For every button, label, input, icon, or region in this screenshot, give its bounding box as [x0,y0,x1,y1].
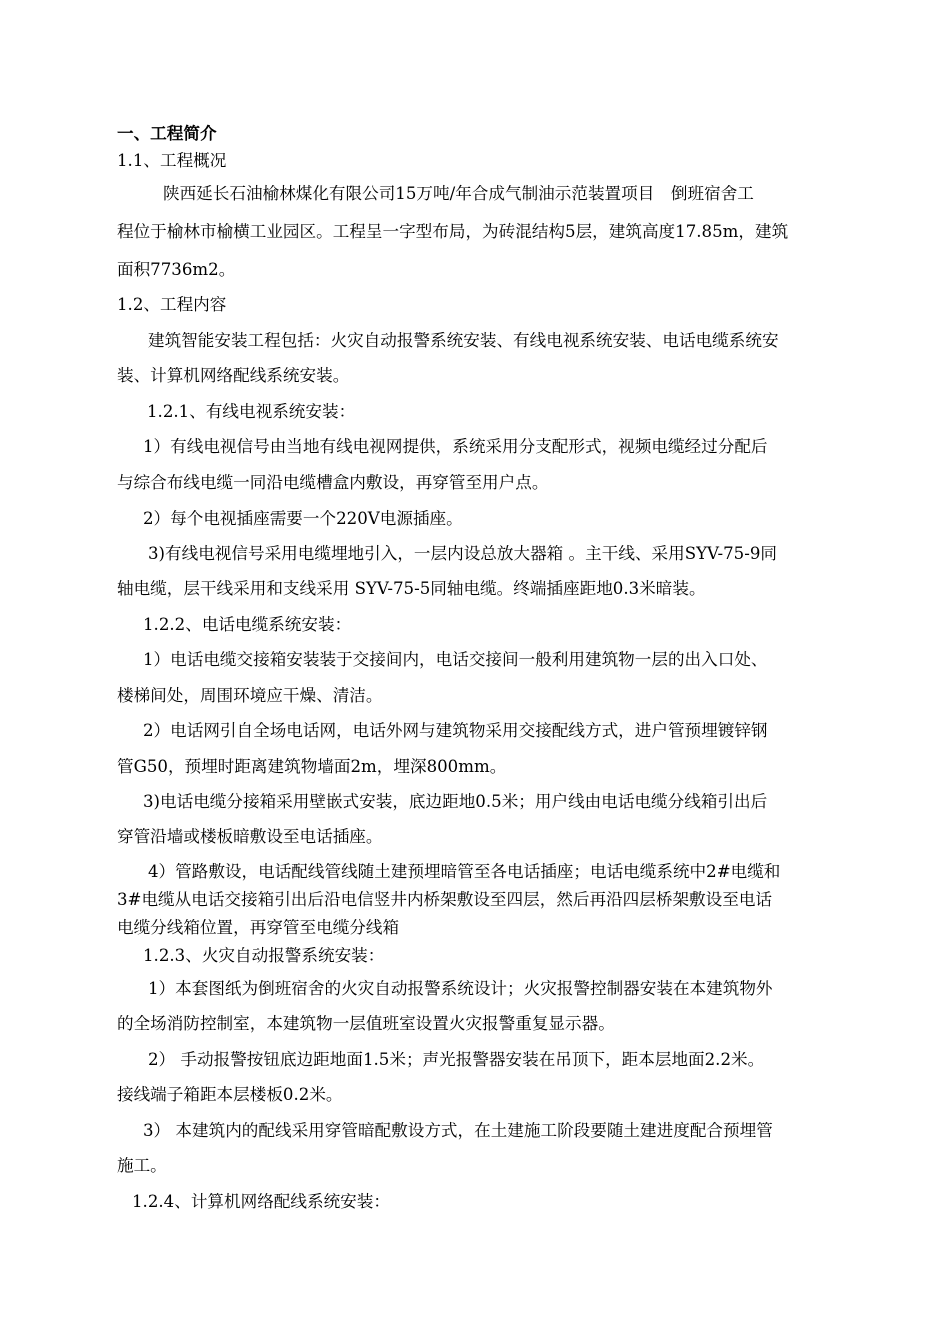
paragraph-line: 管G50，预埋时距离建筑物墙面2m，埋深800mm。 [117,757,507,776]
paragraph-line: 3)电话电缆分接箱采用壁嵌式安装，底边距地0.5米；用户线由电话电缆分线箱引出后 [143,792,768,811]
paragraph-line: 2）电话网引自全场电话网，电话外网与建筑物采用交接配线方式，进户管预埋镀锌钢 [143,721,768,740]
subsection-title: 1.2.2、电话电缆系统安装： [143,615,352,634]
paragraph-line: 穿管沿墙或楼板暗敷设至电话插座。 [117,827,383,846]
paragraph-line: 陕西延长石油榆林煤化有限公司15万吨/年合成气制油示范装置项目 倒班宿舍工 [163,184,754,203]
paragraph-line: 建筑智能安装工程包括：火灾自动报警系统安装、有线电视系统安装、电话电缆系统安 [148,331,779,350]
subsection-title: 1.2、工程内容 [117,295,227,314]
paragraph-line: 轴电缆，层干线采用和支线采用 SYV-75-5同轴电缆。终端插座距地0.3米暗装。 [117,579,706,598]
paragraph-line: 1）本套图纸为倒班宿舍的火灾自动报警系统设计；火灾报警控制器安装在本建筑物外 [148,979,773,998]
subsection-title: 1.2.3、火灾自动报警系统安装： [143,946,385,965]
paragraph-line: 2） 手动报警按钮底边距地面1.5米；声光报警器安装在吊顶下，距本层地面2.2米。 [148,1050,765,1069]
paragraph-line: 的全场消防控制室，本建筑物一层值班室设置火灾报警重复显示器。 [117,1014,615,1033]
paragraph-line: 3） 本建筑内的配线采用穿管暗配敷设方式，在土建施工阶段要随土建进度配合预埋管 [143,1121,773,1140]
paragraph-line: 装、计算机网络配线系统安装。 [117,366,350,385]
subsection-title: 1.2.1、有线电视系统安装： [147,402,356,421]
section-heading: 一、工程简介 [117,124,217,143]
paragraph-line: 接线端子箱距本层楼板0.2米。 [117,1085,343,1104]
paragraph-line: 与综合布线电缆一同沿电缆槽盒内敷设，再穿管至用户点。 [117,473,549,492]
paragraph-line: 面积7736m2。 [117,260,236,279]
paragraph-line: 2）每个电视插座需要一个220V电源插座。 [143,509,463,528]
subsection-title: 1.1、工程概况 [117,151,227,170]
paragraph-line: 楼梯间处，周围环境应干燥、清洁。 [117,686,383,705]
paragraph-line: 程位于榆林市榆横工业园区。工程呈一字型布局，为砖混结构5层，建筑高度17.85m，建筑 [117,222,789,241]
paragraph-line: 电缆分线箱位置，再穿管至电缆分线箱 [117,918,400,937]
paragraph-line: 4）管路敷设，电话配线管线随土建预埋暗管至各电话插座；电话电缆系统中2#电缆和 [148,862,781,881]
paragraph-line: 1）电话电缆交接箱安装装于交接间内，电话交接间一般利用建筑物一层的出入口处、 [143,650,768,669]
paragraph-line: 3#电缆从电话交接箱引出后沿电信竖井内桥架敷设至四层，然后再沿四层桥架敷设至电话 [117,890,773,909]
paragraph-line: 3)有线电视信号采用电缆埋地引入，一层内设总放大器箱 。主干线、采用SYV-75-9同 [148,544,777,563]
paragraph-line: 施工。 [117,1156,167,1175]
subsection-title: 1.2.4、计算机网络配线系统安装： [132,1192,390,1211]
paragraph-line: 1）有线电视信号由当地有线电视网提供，系统采用分支配形式，视频电缆经过分配后 [143,437,768,456]
